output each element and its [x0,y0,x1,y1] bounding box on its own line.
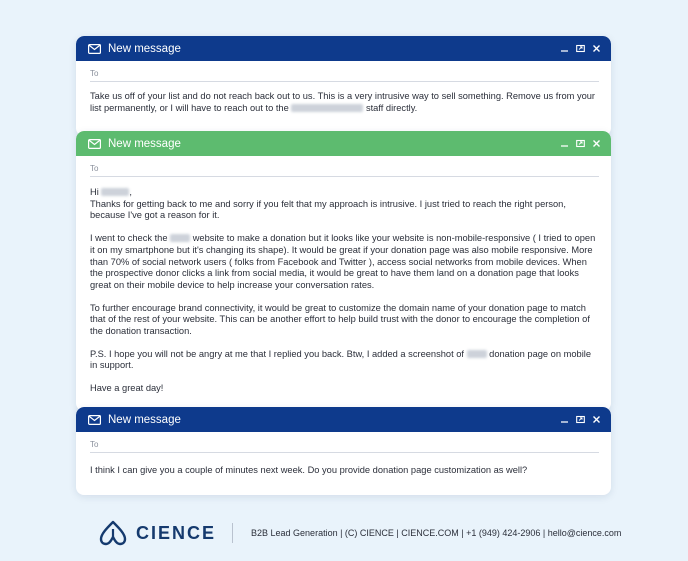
to-label: To [90,440,99,449]
to-label: To [90,164,99,173]
logo-wordmark: CIENCE [136,522,217,543]
close-icon[interactable] [592,415,601,424]
window-titlebar[interactable] [76,407,611,432]
expand-icon[interactable] [576,139,585,148]
footer [98,520,621,546]
close-icon[interactable] [592,44,601,53]
redacted-org-name [467,350,487,358]
message-text: donation page on mobile in support. [90,348,591,371]
message-text: I went to check the [90,233,171,244]
cience-logo-icon [98,520,128,546]
to-field[interactable] [90,164,599,177]
mail-icon [88,44,101,54]
greeting-punct: , [129,187,132,197]
redacted-org-name [170,234,190,242]
message-paragraph [90,91,599,114]
email-window-2 [76,131,611,411]
message-text: staff directly. [363,102,418,113]
footer-info: B2B Lead Generation | (C) CIENCE | CIENCE.COM | +1 (949) 424-2906 | hello@cience.com [251,528,622,538]
message-paragraph: Thanks for getting back to me and sorry if you felt that my approach is intrusive. I just tried to reach the right person, because I've got a reason for it. [90,198,566,221]
greeting-text: Hi [90,187,99,197]
mail-icon [88,139,101,149]
message-body[interactable] [90,187,599,395]
minimize-icon[interactable] [560,415,569,424]
email-window-3 [76,407,611,495]
minimize-icon[interactable] [560,44,569,53]
message-paragraph: I think I can give you a couple of minutes next week. Do you provide donation page customization as well? [90,465,528,475]
message-paragraph [90,233,599,292]
window-title: New message [108,42,181,55]
to-label: To [90,69,99,78]
redacted-recipient-name [101,188,129,196]
message-text: website to make a donation but it looks like your website is non-mobile-responsive ( I tried to open it on my smartphone but it's changing its shape). It would be great if your donation page was also mobile responsive. More than 70% of social network users ( folks from Facebook and Twitter ), access social networks from mobile devices. When the prospective donor clicks a link from social media, it would be great to have them land on a donation page that looks great on their mobile device to help increase your conversation rates. [90,233,596,290]
message-paragraph [90,349,599,372]
footer-divider [232,523,233,543]
window-title: New message [108,137,181,150]
window-titlebar[interactable] [76,36,611,61]
message-body[interactable] [90,465,599,477]
greeting-line [90,187,599,199]
close-icon[interactable] [592,139,601,148]
expand-icon[interactable] [576,44,585,53]
window-title: New message [108,413,181,426]
to-field[interactable] [90,440,599,453]
message-body[interactable] [90,91,599,114]
message-text: Take us off of your list and do not reach back out to us. This is a very intrusive way to sell something. Remove us from your list permanently, or I will have to reach out to the [90,91,596,113]
message-text: P.S. I hope you will not be angry at me that I replied you back. Btw, I added a screenshot of [90,348,467,359]
to-field[interactable] [90,69,599,82]
message-paragraph: To further encourage brand connectivity, it would be great to customize the domain name of your donation page to match that of the rest of your website. This can be another effort to help build trust with the donor to encourage the completion of the donation transaction. [90,302,590,337]
minimize-icon[interactable] [560,139,569,148]
email-window-1 [76,36,611,136]
window-titlebar[interactable] [76,131,611,156]
mail-icon [88,415,101,425]
redacted-company-name [291,104,363,112]
message-paragraph: Have a great day! [90,383,164,394]
expand-icon[interactable] [576,415,585,424]
